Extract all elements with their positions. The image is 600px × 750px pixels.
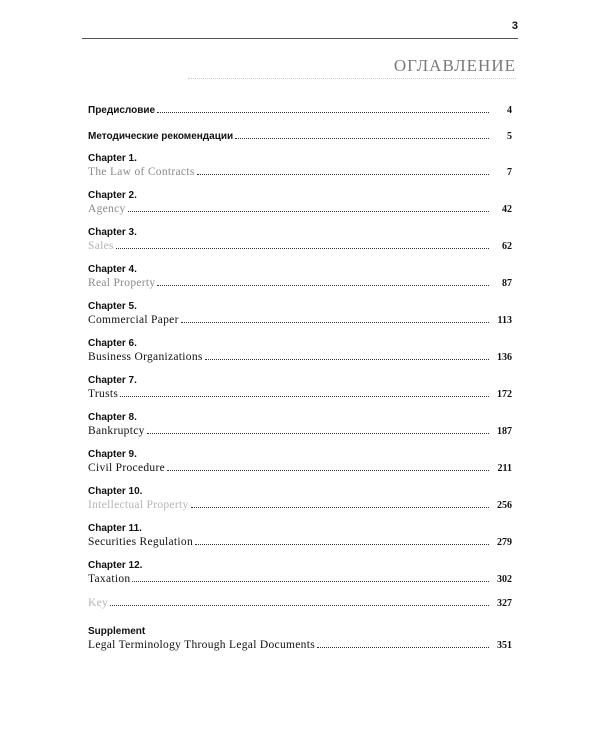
toc-page-number: 62 — [502, 241, 512, 252]
toc-entry-chapter-10[interactable] — [88, 486, 512, 512]
dot-leader — [128, 211, 489, 212]
dot-leader — [197, 174, 489, 175]
table-of-contents — [88, 104, 512, 652]
chapter-label: Chapter 5. — [88, 301, 137, 312]
chapter-label: Chapter 3. — [88, 227, 137, 238]
chapter-title: Trusts — [88, 388, 119, 400]
dot-leader — [132, 581, 489, 582]
chapter-label: Chapter 4. — [88, 264, 137, 275]
toc-entry-chapter-5[interactable] — [88, 301, 512, 327]
dot-leader — [167, 470, 489, 471]
chapter-title: Bankruptcy — [88, 425, 145, 437]
chapter-label: Chapter 6. — [88, 338, 137, 349]
chapter-label: Chapter 1. — [88, 153, 137, 164]
toc-entry-chapter-2[interactable] — [88, 190, 512, 216]
toc-entry-chapter-3[interactable] — [88, 227, 512, 253]
header-rule — [82, 38, 518, 39]
toc-entry-name: Предисловие — [88, 105, 156, 116]
chapter-title: Business Organizations — [88, 351, 203, 363]
toc-entry-chapter-11[interactable] — [88, 523, 512, 549]
chapter-title: Agency — [88, 203, 126, 215]
chapter-label: Chapter 12. — [88, 560, 143, 571]
dot-leader — [191, 507, 489, 508]
chapter-title: Securities Regulation — [88, 536, 193, 548]
dot-leader — [317, 647, 489, 648]
chapter-title: The Law of Contracts — [88, 166, 195, 178]
supplement-title: Legal Terminology Through Legal Documents — [88, 639, 315, 651]
dot-leader — [235, 138, 489, 139]
chapter-title: Intellectual Property — [88, 499, 189, 511]
toc-entry-chapter-6[interactable] — [88, 338, 512, 364]
toc-page-number: 113 — [497, 315, 512, 326]
toc-page-number: 172 — [497, 389, 512, 400]
toc-page-number: 351 — [497, 640, 512, 651]
toc-page-number: 136 — [497, 352, 512, 363]
toc-entry-chapter-1[interactable] — [88, 153, 512, 179]
toc-page-number: 256 — [497, 500, 512, 511]
toc-page-number: 87 — [502, 278, 512, 289]
toc-entry-supplement[interactable] — [88, 626, 512, 652]
dot-leader — [195, 544, 489, 545]
toc-title: ОГЛАВЛЕНИЕ — [393, 56, 516, 75]
toc-page-number: 5 — [507, 131, 512, 142]
page-number: 3 — [511, 20, 518, 32]
dot-leader — [120, 396, 489, 397]
toc-page-number: 279 — [497, 537, 512, 548]
chapter-title: Civil Procedure — [88, 462, 165, 474]
chapter-label: Chapter 2. — [88, 190, 137, 201]
chapter-label: Chapter 7. — [88, 375, 137, 386]
toc-page-number: 42 — [502, 204, 512, 215]
toc-page-number: 327 — [497, 598, 512, 609]
chapter-title: Real Property — [88, 277, 156, 289]
toc-entry-chapter-8[interactable] — [88, 412, 512, 438]
title-dotted-rule — [188, 78, 516, 79]
dot-leader — [181, 322, 489, 323]
dot-leader — [110, 605, 489, 606]
toc-entry-guidelines[interactable] — [88, 130, 512, 144]
toc-entry-preface[interactable] — [88, 104, 512, 118]
dot-leader — [147, 433, 489, 434]
toc-page-number: 211 — [497, 463, 512, 474]
chapter-title: Sales — [88, 240, 114, 252]
chapter-label: Chapter 8. — [88, 412, 137, 423]
chapter-label: Chapter 10. — [88, 486, 143, 497]
chapter-label: Chapter 9. — [88, 449, 137, 460]
toc-entry-chapter-12[interactable] — [88, 560, 512, 586]
toc-entry-chapter-7[interactable] — [88, 375, 512, 401]
toc-page-number: 187 — [497, 426, 512, 437]
chapter-title: Taxation — [88, 573, 131, 585]
supplement-label: Supplement — [88, 626, 146, 637]
chapter-title: Commercial Paper — [88, 314, 179, 326]
toc-entry-name: Методические рекомендации — [88, 131, 234, 142]
dot-leader — [116, 248, 489, 249]
toc-page-number: 4 — [507, 105, 512, 116]
dot-leader — [157, 112, 489, 113]
toc-entry-chapter-9[interactable] — [88, 449, 512, 475]
dot-leader — [205, 359, 489, 360]
toc-page-number: 7 — [507, 167, 512, 178]
dot-leader — [157, 285, 489, 286]
toc-entry-chapter-4[interactable] — [88, 264, 512, 290]
key-title: Key — [88, 597, 109, 609]
toc-entry-key[interactable] — [88, 596, 512, 610]
chapter-label: Chapter 11. — [88, 523, 142, 534]
toc-page-number: 302 — [497, 574, 512, 585]
